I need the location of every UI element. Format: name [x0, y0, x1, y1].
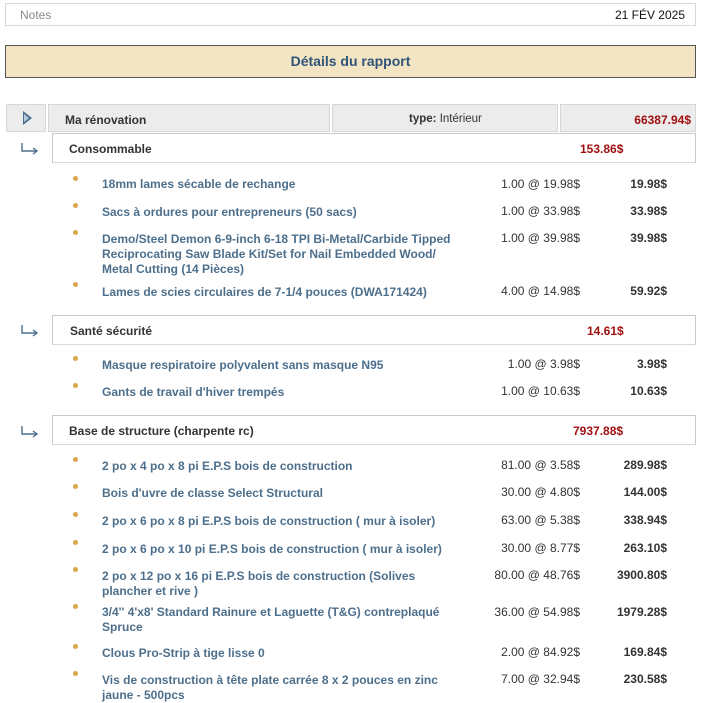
- item-quantity: 4.00 @ 14.98$: [501, 284, 580, 298]
- category-total: 153.86$: [580, 142, 624, 156]
- category-header: [52, 315, 696, 345]
- bullet-icon: [73, 484, 78, 489]
- item-total: 10.63$: [630, 384, 667, 398]
- category-name: Santé sécurité: [70, 324, 153, 338]
- item-name: 2 po x 12 po x 16 pi E.P.S bois de construction (Solives plancher et rive ): [102, 569, 416, 598]
- item-total: 230.58$: [623, 672, 667, 686]
- bullet-icon: [73, 383, 78, 388]
- item-quantity: 1.00 @ 10.63$: [501, 384, 580, 398]
- item-name: 2 po x 4 po x 8 pi E.P.S bois de construction: [102, 459, 353, 473]
- bullet-icon: [73, 356, 78, 361]
- subcategory-arrow-icon: [20, 142, 40, 156]
- item-name: Gants de travail d'hiver trempés: [102, 385, 285, 399]
- bullet-icon: [73, 567, 78, 572]
- bullet-icon: [73, 671, 78, 676]
- item-quantity: 1.00 @ 33.98$: [501, 204, 580, 218]
- report-date: 21 FÉV 2025: [614, 8, 685, 22]
- item-quantity: 30.00 @ 8.77$: [501, 541, 580, 555]
- bullet-icon: [73, 540, 78, 545]
- item-total: 39.98$: [630, 231, 667, 245]
- item-total: 1979.28$: [616, 605, 667, 619]
- bullet-icon: [73, 644, 78, 649]
- bullet-icon: [73, 203, 78, 208]
- item-name: Masque respiratoire polyvalent sans masque N95: [102, 358, 384, 372]
- bullet-icon: [73, 230, 78, 235]
- item-quantity: 30.00 @ 4.80$: [501, 485, 580, 499]
- item-name: Bois d'uvre de classe Select Structural: [102, 486, 323, 500]
- item-quantity: 81.00 @ 3.58$: [501, 458, 580, 472]
- subcategory-arrow-icon: [20, 425, 40, 439]
- item-quantity: 80.00 @ 48.76$: [494, 568, 580, 582]
- play-icon: [23, 111, 32, 125]
- item-total: 3900.80$: [616, 568, 667, 582]
- item-name: 2 po x 6 po x 8 pi E.P.S bois de construction ( mur à isoler): [102, 514, 436, 528]
- item-name: Demo/Steel Demon 6-9-inch 6-18 TPI Bi-Metal/Carbide Tipped Reciprocating Saw Blade Kit/Set for Nail Embedded Wood/ Metal Cutting (14 Pièces): [102, 232, 451, 276]
- item-total: 33.98$: [630, 204, 667, 218]
- item-name: 18mm lames sécable de rechange: [102, 177, 296, 191]
- category-name: Consommable: [69, 142, 152, 156]
- category-total: 7937.88$: [573, 424, 624, 438]
- item-total: 263.10$: [623, 541, 667, 555]
- category-total: 14.61$: [587, 324, 624, 338]
- bullet-icon: [73, 282, 78, 287]
- report-title: Détails du rapport: [5, 45, 696, 78]
- category-header: [52, 415, 696, 445]
- item-quantity: 1.00 @ 19.98$: [501, 177, 580, 191]
- notes-bar: [5, 3, 696, 26]
- bullet-icon: [73, 604, 78, 609]
- bullet-icon: [73, 457, 78, 462]
- item-name: Vis de construction à tête plate carrée 8 x 2 pouces en zinc jaune - 500pcs: [102, 673, 438, 702]
- item-total: 19.98$: [630, 177, 667, 191]
- item-quantity: 2.00 @ 84.92$: [501, 645, 580, 659]
- project-type-value: Intérieur: [439, 113, 482, 125]
- item-name: 3/4'' 4'x8' Standard Rainure et Laguette (T&G) contreplaqué Spruce: [102, 605, 440, 634]
- item-total: 144.00$: [623, 485, 667, 499]
- project-total: 66387.94$: [634, 113, 691, 127]
- item-quantity: 63.00 @ 5.38$: [501, 513, 580, 527]
- project-type-label: type:: [409, 113, 437, 125]
- expand-toggle[interactable]: [6, 104, 46, 132]
- category-name: Base de structure (charpente rc): [69, 424, 254, 438]
- item-quantity: 1.00 @ 39.98$: [501, 231, 580, 245]
- bullet-icon: [73, 176, 78, 181]
- item-name: Sacs à ordures pour entrepreneurs (50 sacs): [102, 205, 357, 219]
- subcategory-arrow-icon: [20, 324, 40, 338]
- notes-label: Notes: [20, 8, 52, 22]
- item-total: 3.98$: [636, 357, 667, 371]
- item-total: 59.92$: [630, 284, 667, 298]
- item-name: Lames de scies circulaires de 7-1/4 pouces (DWA171424): [102, 285, 427, 299]
- project-type: [409, 113, 482, 125]
- item-quantity: 7.00 @ 32.94$: [501, 672, 580, 686]
- project-row: [6, 104, 696, 132]
- bullet-icon: [73, 512, 78, 517]
- item-total: 289.98$: [623, 458, 667, 472]
- item-name: Clous Pro-Strip à tige lisse 0: [102, 646, 265, 660]
- item-name: 2 po x 6 po x 10 pi E.P.S bois de construction ( mur à isoler): [102, 542, 442, 556]
- item-quantity: 36.00 @ 54.98$: [494, 605, 580, 619]
- item-total: 169.84$: [623, 645, 667, 659]
- item-total: 338.94$: [623, 513, 667, 527]
- category-header: [52, 133, 696, 163]
- item-quantity: 1.00 @ 3.98$: [507, 357, 580, 371]
- project-name: Ma rénovation: [65, 113, 147, 127]
